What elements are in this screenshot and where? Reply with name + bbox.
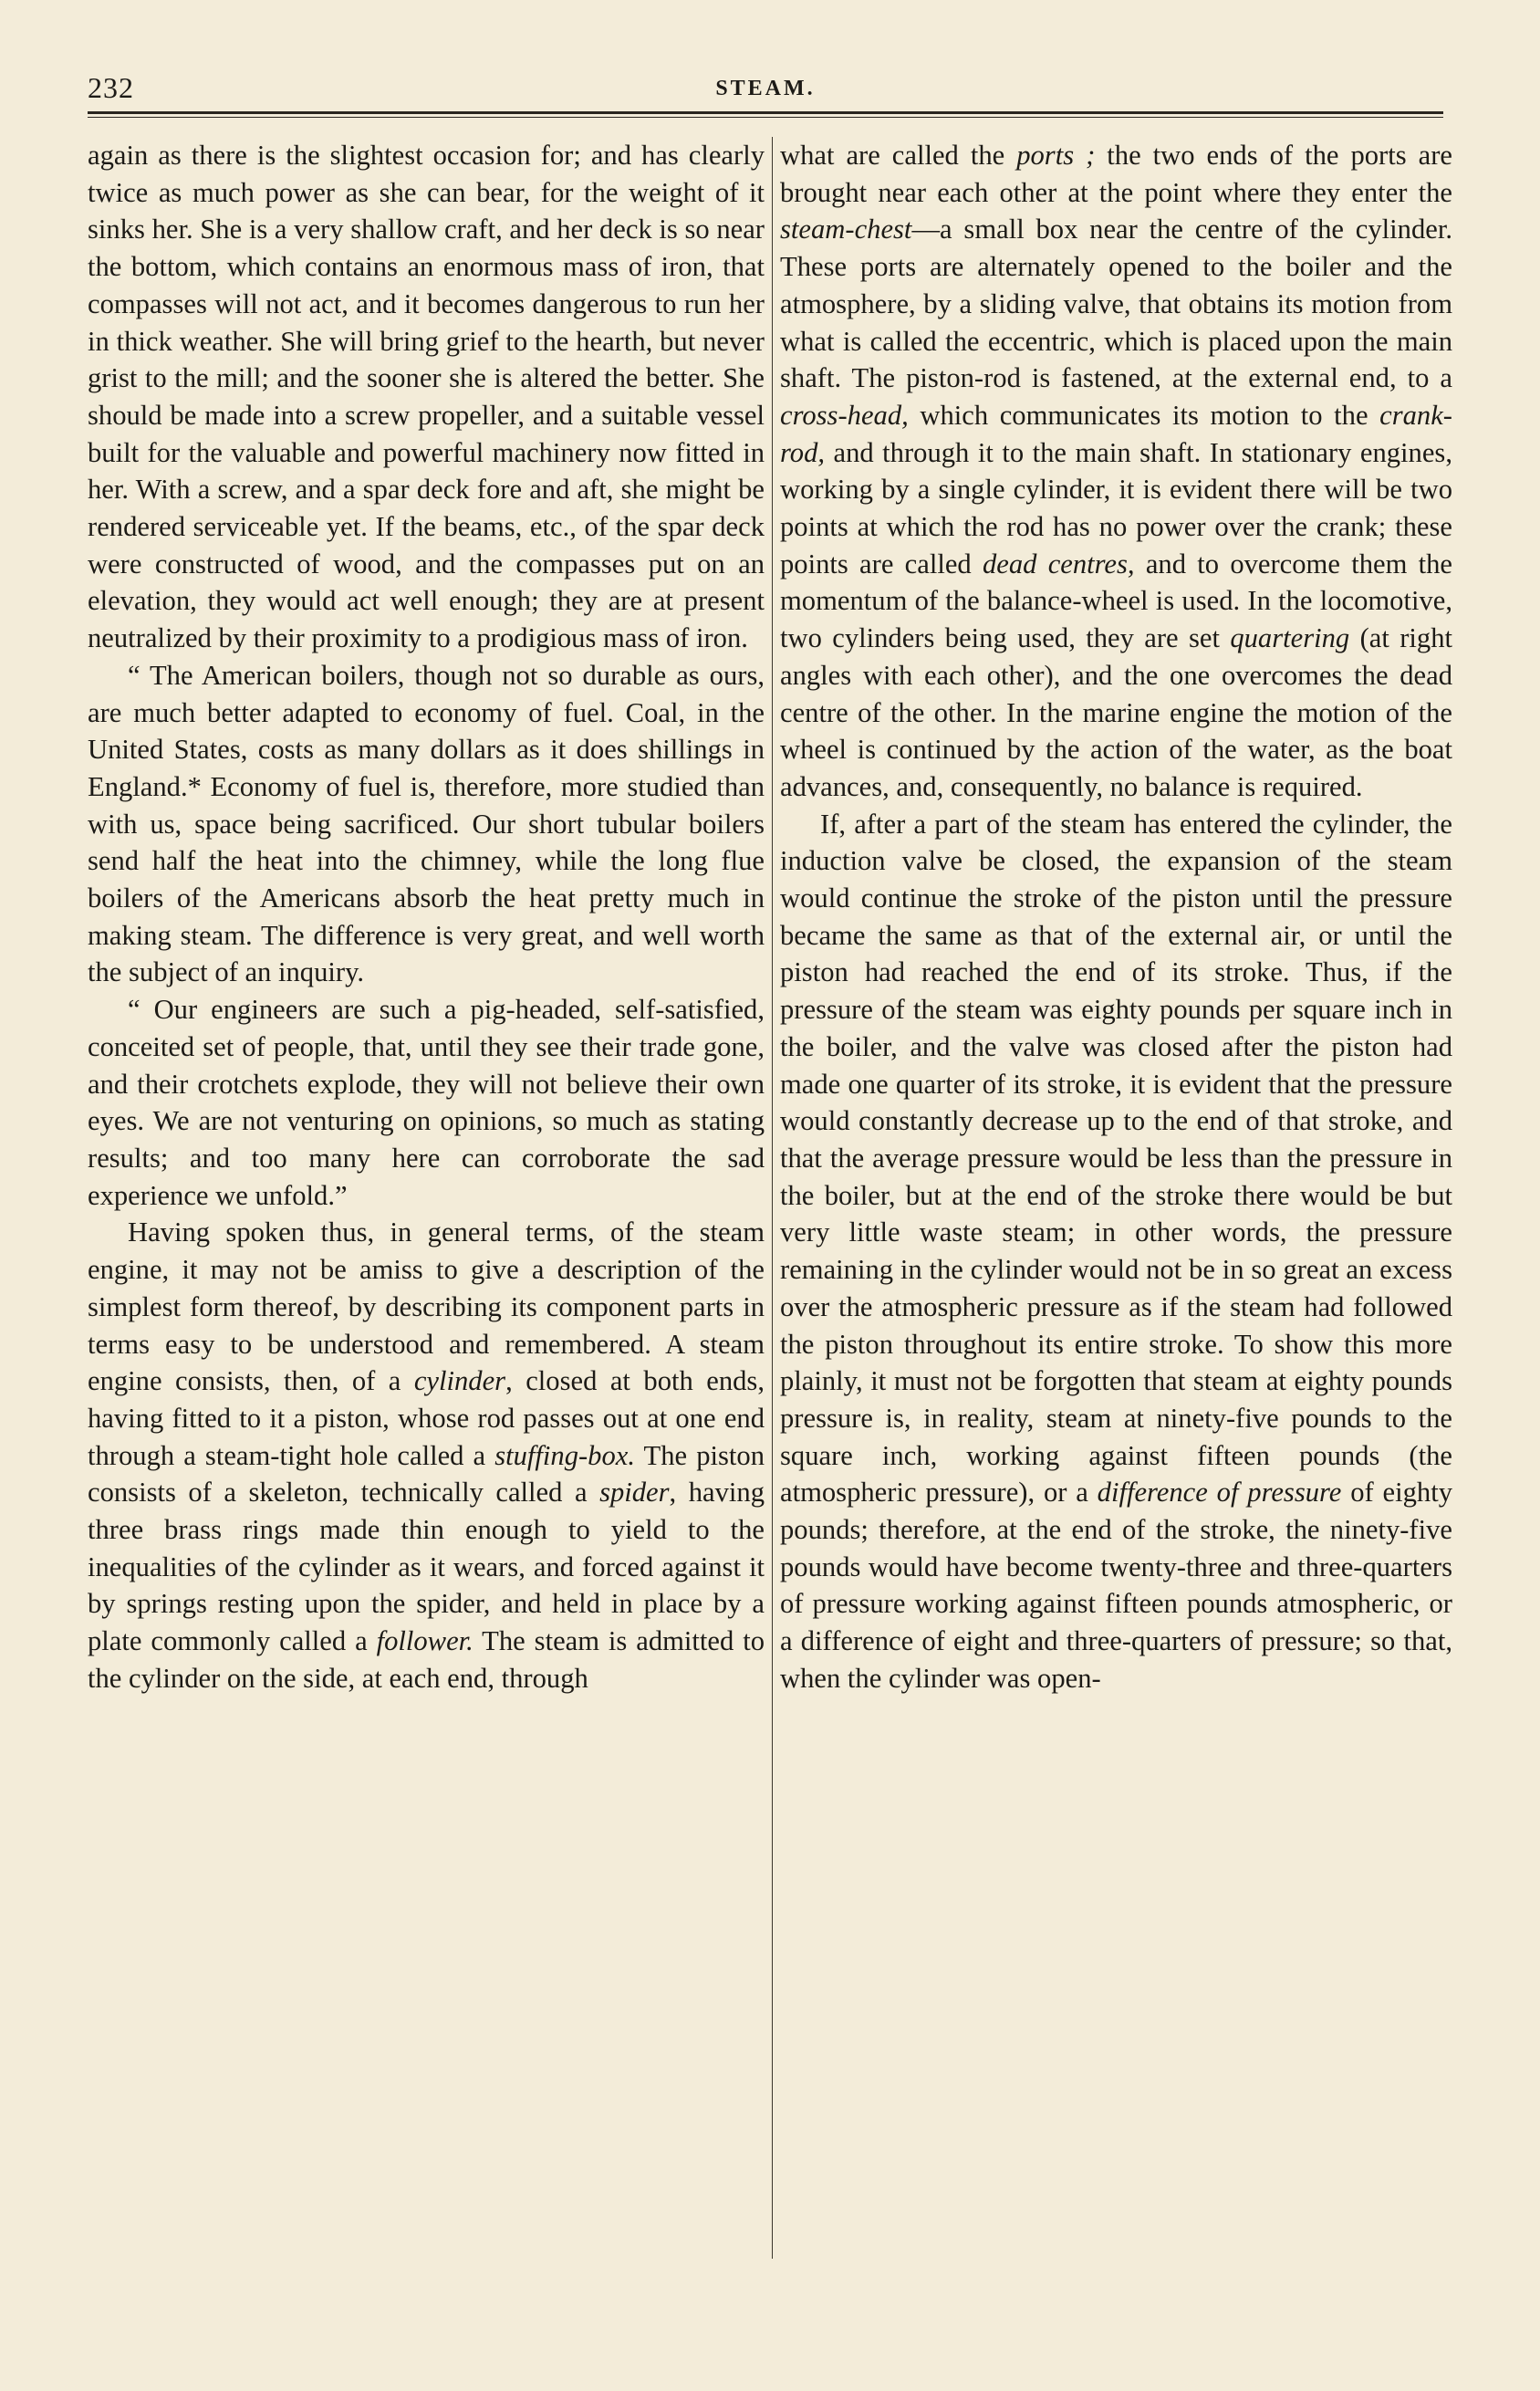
- italic-term: cross-head,: [780, 399, 909, 431]
- paragraph: [88, 657, 765, 991]
- italic-term: stuffing-box.: [494, 1439, 636, 1471]
- italic-term: difference of pressure: [1097, 1477, 1342, 1509]
- italic-term: cylinder: [413, 1365, 506, 1397]
- text-run: “ The American boilers, though not so durable as ours, are much better adapted to economy of fuel. Coal, in the United States, costs as many dollars as it does shillings in England.* Economy of fuel is, therefore, more studied than with us, space being sacrificed. Our short tubular boilers send half the heat into the chimney, while the long flue boilers of the Americans absorb the heat pretty much in making steam. The difference is very great, and well worth the subject of an inquiry.: [88, 659, 765, 988]
- text-run: and to overcome them the momentum of the balance-wheel is used. In the locomotive, two cylinders being used, they are set: [780, 548, 1452, 654]
- header-rule: [88, 111, 1443, 114]
- text-run: The steam is admitted to the cylinder on the side, at each end, through: [88, 1625, 765, 1694]
- text-run: —a small box near the centre of the cylinder. These ports are alternately opened to the boiler and the atmosphere, by a sliding valve, that obtains its motion from what is called the eccentric, which is placed upon the main shaft. The piston-rod is fastened, at the external end, to a: [780, 214, 1452, 394]
- text-run: The piston consists of a skeleton, technically called a: [88, 1439, 765, 1509]
- right-column: [780, 137, 1452, 2263]
- text-run: Having spoken thus, in general terms, of the steam engine, it may not be amiss to give a description of the simplest form thereof, by describing its component parts in terms easy to be understood and remembered. A steam engine consists, then, of a: [88, 1216, 765, 1397]
- text-run: If, after a part of the steam has entered the cylinder, the induction valve be closed, the expansion of the steam would continue the stroke of the piston until the pressure became the same as that of the external air, or until the piston had reached the end of its stroke. Thus, if the pressure of the steam was eighty pounds per square inch in the boiler, and the valve was closed after the piston had made one quarter of its stroke, it is evident that the pressure would constantly decrease up to the end of that stroke, and that the average pressure would be less than the pressure in the boiler, but at the end of the stroke there would be but very little waste steam; in other words, the pressure remaining in the cylinder would not be in so great an excess over the atmospheric pressure as if the steam had followed the piston throughout its entire stroke. To show this more plainly, it must not be forgotten that steam at eighty pounds pressure is, in reality, steam at ninety-five pounds to the square inch, working against fifteen pounds (the atmospheric pressure), or a: [780, 808, 1452, 1509]
- paragraph: [88, 137, 765, 657]
- paragraph: [88, 991, 765, 1214]
- italic-term: follower.: [376, 1625, 473, 1657]
- text-run: which communicates its motion to the: [908, 399, 1380, 431]
- text-run: , having three brass rings made thin enough to yield to the inequalities of the cylinder as it wears, and forced against it by springs resting upon the spider, and held in place by a plate commonly called a: [88, 1477, 765, 1657]
- italic-term: dead centres,: [982, 548, 1135, 579]
- page-header: [88, 64, 1443, 119]
- italic-term: spider: [599, 1477, 670, 1509]
- left-column: [88, 137, 765, 2263]
- column-divider: [772, 137, 773, 2259]
- text-run: again as there is the slightest occasion for; and has clearly twice as much power as she can bear, for the weight of it sinks her. She is a very shallow craft, and her deck is so near the bottom, which contains an enormous mass of iron, that compasses will not act, and it becomes dangerous to run her in thick weather. She will bring grief to the hearth, but never grist to the mill; and the sooner she is altered the better. She should be made into a screw propeller, and a suitable vessel built for the valuable and powerful machinery now fitted in her. With a screw, and a spar deck fore and aft, she might be rendered serviceable yet. If the beams, etc., of the spar deck were constructed of wood, and the compasses put on an elevation, they would act well enough; they are at present neutralized by their proximity to a prodigious mass of iron.: [88, 140, 765, 654]
- text-run: (at right angles with each other), and the one overcomes the dead centre of the other. In the marine engine the motion of the wheel is continued by the action of the water, as the boat advances, and, consequently, no balance is required.: [780, 622, 1452, 802]
- text-run: and through it to the main shaft. In stationary engines, working by a single cylinder, it is evident there will be two points at which the rod has no power over the crank; these points are called: [780, 436, 1452, 579]
- italic-term: crank-rod,: [780, 399, 1452, 468]
- italic-term: ports ;: [1016, 140, 1096, 171]
- text-run: , closed at both ends, having fitted to it a piston, whose rod passes out at one end through a steam-tight hole called a: [88, 1365, 765, 1471]
- paragraph: [780, 137, 1452, 806]
- header-rule-thin: [88, 117, 1443, 118]
- running-title: STEAM.: [715, 77, 816, 100]
- text-run: what are called the: [780, 140, 1017, 171]
- text-run: “ Our engineers are such a pig-headed, self-satisfied, conceited set of people, that, until they see their trade gone, and their crotchets explode, they will not believe their own eyes. We are not venturing on opinions, so much as stating results; and too many here can corroborate the sad experience we unfold.”: [88, 994, 765, 1211]
- italic-term: quartering: [1230, 622, 1350, 654]
- paragraph: [780, 806, 1452, 1697]
- page-number: 232: [88, 71, 134, 104]
- italic-term: steam-chest: [780, 214, 912, 245]
- text-run: the two ends of the ports are brought near each other at the point where they enter the: [780, 140, 1452, 208]
- text-run: of eighty pounds; therefore, at the end of the stroke, the ninety-five pounds would have become twenty-three and three-quarters of pressure working against fifteen pounds atmospheric, or a difference of eight and three-quarters of pressure; so that, when the cylinder was open-: [780, 1477, 1452, 1694]
- paragraph: [88, 1214, 765, 1697]
